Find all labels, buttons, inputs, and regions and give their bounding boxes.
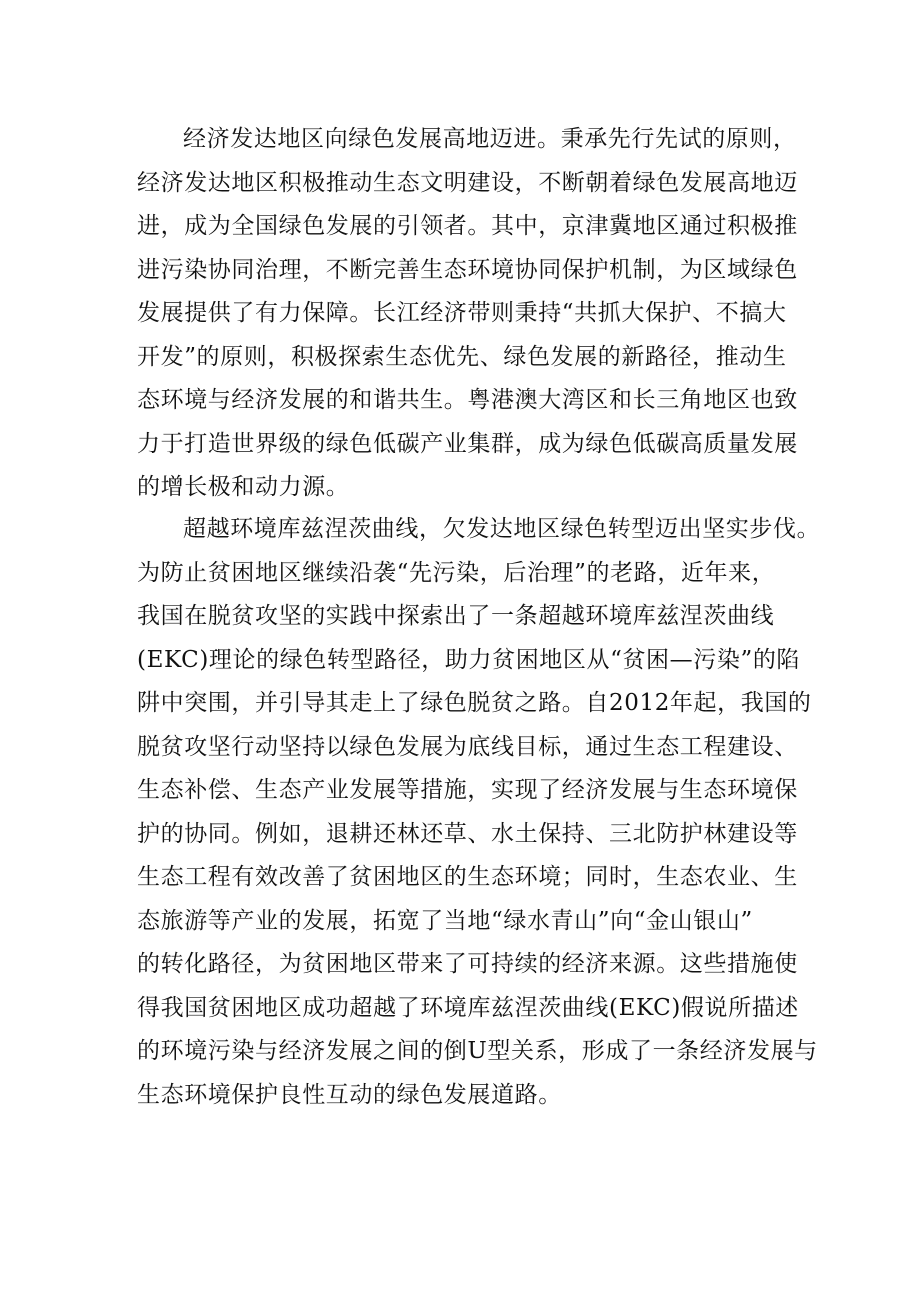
text-line: 态旅游等产业的发展，拓宽了当地“绿水青山”向“金山银山”	[137, 907, 753, 934]
paragraph-ekc-green-transition	[137, 508, 821, 1117]
text-line: 进，成为全国绿色发展的引领者。其中，京津冀地区通过积极推	[137, 213, 798, 239]
text-line: 经济发达地区向绿色发展高地迈进。秉承先行先试的原则，	[183, 126, 797, 152]
text-line: 态环境与经济发展的和谐共生。粤港澳大湾区和长三角地区也致	[137, 387, 798, 413]
paragraph-green-development-highland	[137, 118, 817, 510]
text-line: 我国在脱贫攻坚的实践中探索出了一条超越环境库兹涅茨曲线	[137, 603, 775, 629]
text-line: (EKC)理论的绿色转型路径，助力贫困地区从“贫困—污染”的陷	[137, 646, 801, 673]
text-line: 生态环境保护良性互动的绿色发展道路。	[137, 1081, 562, 1108]
text-line: 得我国贫困地区成功超越了环境库兹涅茨曲线(EKC)假说所描述	[137, 994, 799, 1021]
text-line: 的增长极和动力源。	[137, 474, 350, 500]
text-line: 经济发达地区积极推动生态文明建设，不断朝着绿色发展高地迈	[137, 169, 798, 196]
text-line: 的转化路径，为贫困地区带来了可持续的经济来源。这些措施使	[137, 951, 798, 977]
text-line: 发展提供了有力保障。长江经济带则秉持“共抓大保护、不搞大	[137, 300, 787, 326]
text-line: 力于打造世界级的绿色低碳产业集群，成为绿色低碳高质量发展	[137, 430, 798, 457]
text-line: 的环境污染与经济发展之间的倒U型关系，形成了一条经济发展与	[137, 1038, 818, 1064]
text-line: 超越环境库兹涅茨曲线，欠发达地区绿色转型迈出坚实步伐。	[183, 516, 821, 542]
text-line: 开发”的原则，积极探索生态优先、绿色发展的新路径，推动生	[137, 343, 787, 370]
text-line: 阱中突围，并引导其走上了绿色脱贫之路。自2012年起，我国的	[137, 690, 812, 716]
text-line: 生态补偿、生态产业发展等措施，实现了经济发展与生态环境保	[137, 777, 798, 803]
text-line: 为防止贫困地区继续沿袭“先污染，后治理”的老路，近年来，	[137, 559, 776, 586]
text-line: 生态工程有效改善了贫困地区的生态环境；同时，生态农业、生	[137, 864, 798, 890]
text-line: 脱贫攻坚行动坚持以绿色发展为底线目标，通过生态工程建设、	[137, 733, 798, 760]
text-line: 进污染协同治理，不断完善生态环境协同保护机制，为区域绿色	[137, 256, 798, 283]
text-line: 护的协同。例如，退耕还林还草、水土保持、三北防护林建设等	[137, 820, 798, 847]
